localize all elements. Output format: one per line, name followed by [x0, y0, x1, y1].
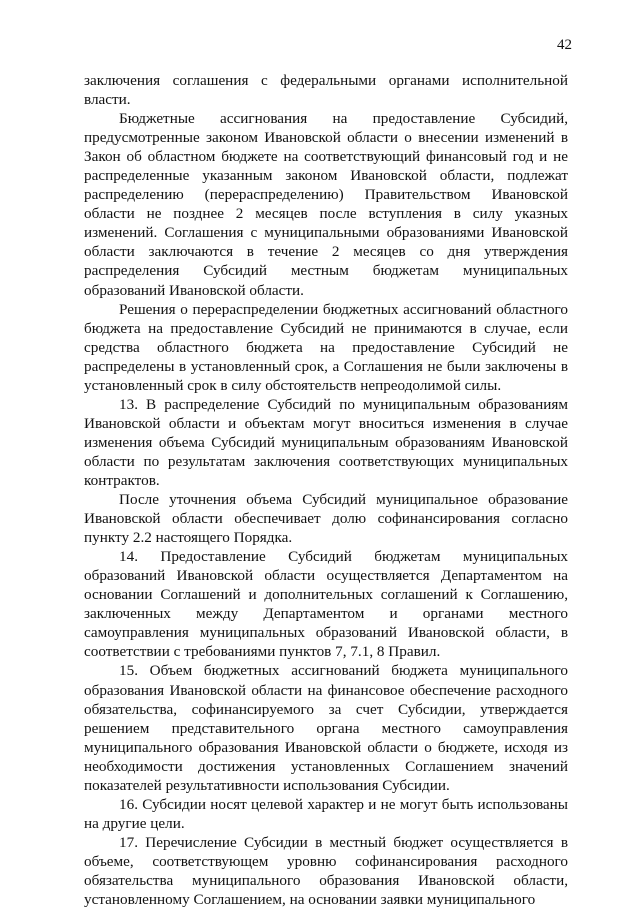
page-number: 42	[557, 37, 572, 53]
paragraph-continuation: заключения соглашения с федеральными органами исполнительной власти.	[84, 72, 568, 109]
paragraph-13: 13. В распределение Субсидий по муниципальным образованиям Ивановской области и объектам могут вноситься изменения в случае изменения объема Субсидий муниципальным образованиям Ивановской области по результатам заключения соответствующих муниципальных контрактов.	[84, 395, 568, 489]
paragraph-co-financing: После уточнения объема Субсидий муниципальное образование Ивановской области обеспечивает долю софинансирования согласно пункту 2.2 настоящего Порядка.	[84, 491, 568, 547]
paragraph-16: 16. Субсидии носят целевой характер и не могут быть использованы на другие цели.	[84, 795, 568, 832]
paragraph-17: 17. Перечисление Субсидии в местный бюджет осуществляется в объеме, соответствующем уровню софинансирования расходного обязательства муниципального образования Ивановской области, установленному Соглашением, на основании заявки муниципального	[84, 833, 568, 909]
paragraph-14: 14. Предоставление Субсидий бюджетам муниципальных образований Ивановской области осуществляется Департаментом на основании Соглашений и дополнительных соглашений к Соглашению, заключенных между Департаментом и органами местного самоуправления муниципальных образований Ивановской области, в соответствии с требованиями пунктов 7, 7.1, 8 Правил.	[84, 548, 568, 661]
paragraph-budget-allocations: Бюджетные ассигнования на предоставление Субсидий, предусмотренные законом Ивановской области о внесении изменений в Закон об областном бюджете на соответствующий финансовый год и не распределенные указанным законом Ивановской области, подлежат распределению (перераспределению) Правительством Ивановской области не позднее 2 месяцев после вступления в силу указных изменений. Соглашения с муниципальными образованиями Ивановской области заключаются в течение 2 месяцев со дня утверждения распределения Субсидий местным бюджетам муниципальных образований Ивановской области.	[84, 110, 568, 299]
paragraph-15: 15. Объем бюджетных ассигнований бюджета муниципального образования Ивановской области на финансовое обеспечение расходного обязательства, софинансируемого за счет Субсидии, утверждается решением представительного органа местного самоуправления муниципального образования Ивановской области о бюджете, исходя из необходимости достижения установленных Соглашением значений показателей результативности использования Субсидии.	[84, 662, 568, 794]
document-body	[84, 71, 568, 909]
paragraph-redistribution-decisions: Решения о перераспределении бюджетных ассигнований областного бюджета на предоставление Субсидий не принимаются в случае, если средства областного бюджета на предоставление Субсидий не распределены в установленный срок, а Соглашения не были заключены в установленный срок в силу обстоятельств непреодолимой силы.	[84, 300, 568, 394]
